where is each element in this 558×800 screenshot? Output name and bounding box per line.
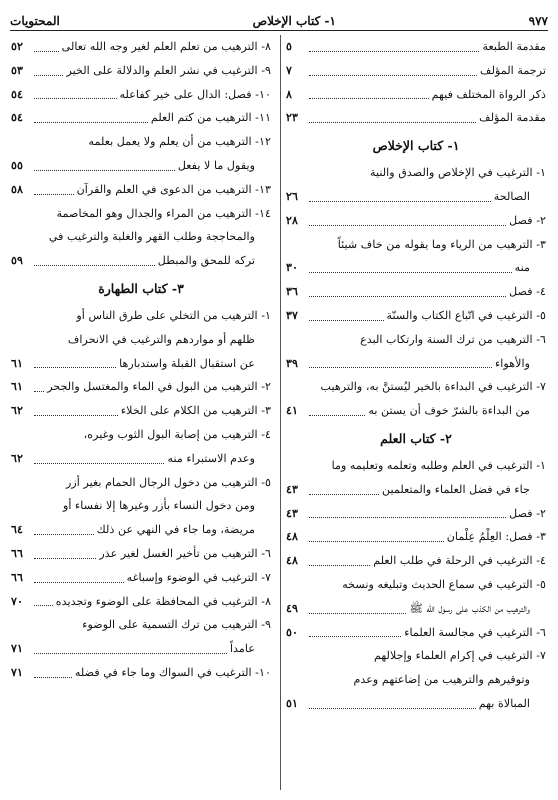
toc-entry [11,178,271,202]
dot-leader [309,708,476,709]
dot-leader [34,51,59,52]
entry-page-number: ٥١ [286,695,299,710]
entry-title: من البداءة بالشرّ خوف أن يستن به [368,404,530,418]
entry-title: ٣- فصل: العِلْمُ عِلْمان [446,530,546,544]
entry-page-number: ٤٨ [286,553,299,568]
toc-entry [11,304,271,375]
entry-page-number: ٦١ [11,355,24,370]
toc-entry [11,35,271,59]
entry-title: ٤- الترغيب في الرحلة في طلب العلم [373,554,546,568]
book3-entries [11,304,271,685]
dot-leader [34,677,72,678]
entry-title: منه [514,261,530,275]
toc-entry-line [11,375,271,399]
toc-entry-line [286,621,546,645]
entry-title: مقدمة المؤلف [479,111,546,125]
toc-entry-line [286,209,546,233]
entry-title: ٢- فصل [509,213,546,227]
entry-page-number: ٤٨ [286,529,299,544]
toc-entry [286,375,546,423]
toc-entry [286,573,546,621]
toc-entry-line [286,352,546,376]
entry-title-line: ١- الترغيب في الإخلاص والصدق والنية [370,166,546,180]
toc-entry [286,525,546,549]
entry-title-line: ٧- الترغيب في إكرام العلماء وإجلالهم [373,649,546,663]
dot-leader [309,51,479,52]
entry-page-number: ٣٠ [286,260,299,275]
toc-entry [11,542,271,566]
toc-entry-line [11,518,271,542]
dot-leader [34,582,124,583]
toc-entry-line [286,106,546,130]
toc-entry [286,502,546,526]
entry-page-number: ٦٤ [11,522,24,537]
toc-entry [11,399,271,423]
dot-leader [34,194,74,195]
entry-title-line: ٦- الترهيب من ترك السنة وارتكاب البدع [360,332,546,346]
entry-title: عن استقبال القبلة واستدبارها [119,356,255,370]
toc-entry [286,328,546,376]
front-matter-list [286,35,546,130]
toc-entry-line [11,399,271,423]
dot-leader [309,225,506,226]
toc-entry-line [286,525,546,549]
entry-title-line: ٥- الترغيب في سماع الحديث وتبليغه ونسخه [342,577,546,591]
entry-title-line: ٩- الترهيب من ترك التسمية على الوضوء [82,618,271,632]
toc-left-column [11,35,271,792]
entry-title-line: ١- الترهيب من التخلي على طرق الناس أو [76,308,271,322]
toc-entry-line [286,399,546,423]
toc-entry-line [11,566,271,590]
entry-title: ٤- فصل [509,285,546,299]
toc-entry [286,35,546,59]
dot-leader [34,558,96,559]
entry-page-number: ٥٥ [11,157,24,172]
entry-title: ٧- الترغيب في الوضوء وإسباغه [126,570,271,584]
entry-title: ١١- الترهيب من كتم العلم [150,111,271,125]
book2-entries [286,454,546,716]
toc-entry-line [11,35,271,59]
toc-entry-line [286,304,546,328]
dot-leader [34,653,227,654]
entry-title: وعدم الاستبراء منه [167,451,255,465]
entry-title: ويقول ما لا يفعل [177,158,255,172]
dot-leader [309,201,491,202]
toc-entry [11,566,271,590]
toc-entry [286,209,546,233]
entry-page-number: ٥٨ [11,181,24,196]
entry-title: ١٠- الترغيب في السواك وما جاء في فضله [74,665,271,679]
entry-title-line: ١- الترغيب في العلم وطلبه وتعلمه وتعليمه وما [331,458,546,472]
toc-entry [11,471,271,542]
entry-title: جاء في فضل العلماء والمتعلمين [382,482,530,496]
toc-entry [286,161,546,209]
dot-leader [309,296,506,297]
toc-entry-line [11,637,271,661]
toc-entry-line [11,352,271,376]
book-title: ٢- كتاب العلم [380,430,452,446]
toc-entry-line [11,661,271,685]
entry-title: ٣- الترهيب من الكلام على الخلاء [120,404,271,418]
dot-leader [34,605,53,606]
entry-title-line: ٤- الترهيب من إصابة البول الثوب وغيره، [83,427,271,441]
toc-entry [11,423,271,471]
entry-page-number: ٤٩ [286,600,299,615]
toc-entry-line [286,502,546,526]
entry-title: ٦- الترغيب في مجالسة العلماء [404,625,546,639]
entry-title: ٩- الترغيب في نشر العلم والدلالة على الخير [66,63,271,77]
entry-title: الصالحة [493,189,530,203]
entry-page-number: ٥ [286,39,293,53]
toc-entry-line [11,590,271,614]
toc-entry-line [286,59,546,83]
entry-page-number: ٦٢ [11,403,24,418]
entry-page-number: ٥٠ [286,624,299,639]
entry-page-number: ٥٤ [11,86,24,101]
toc-entry [286,106,546,130]
dot-leader [34,170,175,171]
entry-title-line: ظلهم أو مواردهم والترغيب في الانحراف [67,332,255,346]
toc-right-column [286,35,546,792]
entry-title: ٦- الترهيب من تأخير الغسل لغير عذر [99,546,271,560]
dot-leader [34,265,155,266]
entry-title-line: ١٤- الترهيب من المراء والجدال وهو المخاصمة [56,206,271,220]
toc-entry-line [11,447,271,471]
entry-page-number: ٧٠ [11,593,24,608]
entry-title-line: ٧- الترغيب في البداءة بالخير ليُستنَّ به، والترهيب [320,380,546,394]
book-title: ٣- كتاب الطهارة [98,280,184,296]
dot-leader [309,541,444,542]
page-number: ٩٧٧ [528,14,548,28]
toc-entry [286,644,546,715]
toc-entry-line [11,83,271,107]
toc-entry-line [11,178,271,202]
entry-page-number: ٥٤ [11,110,24,125]
entry-title: والترهيب من الكذب على رسول الله ﷺ [409,601,530,615]
entry-title-line: ومن دخول النساء بأزر وغيرها إلا نفساء أو [62,499,255,513]
entry-page-number: ٦١ [11,379,24,394]
dot-leader [309,122,476,123]
dot-leader [34,98,117,99]
entry-page-number: ٦٦ [11,545,24,560]
toc-entry [11,83,271,107]
dot-leader [309,98,429,99]
dot-leader [309,494,379,495]
entry-page-number: ٥٩ [11,253,24,268]
entry-title-line: ٥- الترهيب من دخول الرجال الحمام بغير أزر [66,475,271,489]
entry-page-number: ٨ [286,86,293,101]
dot-leader [34,75,63,76]
toc-entry-line [286,478,546,502]
entry-page-number: ٢٨ [286,212,299,227]
book1-entries [286,161,546,423]
entry-page-number: ٣٩ [286,355,299,370]
entry-page-number: ٢٦ [286,188,299,203]
entry-title-line: والمحاججة وطلب القهر والغلبة والترغيب في [48,230,255,244]
entry-title: ١٣- الترهيب من الدعوى في العلم والقرآن [76,182,271,196]
toc-entry [11,375,271,399]
book2-continued-entries [11,35,271,273]
toc-entry [286,280,546,304]
dot-leader [34,367,116,368]
dot-leader [309,272,512,273]
entry-title: ترجمة المؤلف [480,63,546,77]
entry-title: ٢- الترهيب من البول في الماء والمغتسل والجحر [47,380,271,394]
toc-entry-line [11,106,271,130]
toc-entry [11,106,271,130]
toc-entry-line [286,692,546,716]
dot-leader [309,367,492,368]
entry-page-number: ٦٢ [11,450,24,465]
dot-leader [34,534,94,535]
toc-entry [286,83,546,107]
toc-entry [286,59,546,83]
toc-entry-line [286,280,546,304]
toc-entry [11,130,271,178]
dot-leader [309,613,406,614]
toc-entry-line [11,59,271,83]
entry-title: ٥- الترغيب في اتّباع الكتاب والسنّة [386,308,546,322]
toc-entry [286,233,546,281]
toc-entry-line [286,256,546,280]
entry-title: ٨- الترغيب في المحافظة على الوضوء وتجديده [55,594,271,608]
entry-title: ٨- الترهيب من تعلم العلم لغير وجه الله تعالى [61,40,271,53]
dot-leader [309,565,370,566]
entry-title: عامداً [229,642,255,656]
toc-entry [11,590,271,614]
toc-entry-line [11,154,271,178]
chapter-title: ١- كتاب الإخلاص [252,14,336,28]
toc-entry-line [286,83,546,107]
entry-title-line: وتوقيرهم والترهيب من إضاعتهم وعدم [353,673,530,687]
toc-entry [11,202,271,273]
dot-leader [309,517,506,518]
toc-entry [11,613,271,661]
dot-leader [34,415,118,416]
entry-title: تركه للمحق والمبطل [157,254,255,268]
dot-leader [309,320,384,321]
entry-page-number: ٥٢ [11,39,24,53]
dot-leader [309,415,365,416]
dot-leader [34,463,164,464]
toc-entry-line [286,185,546,209]
dot-leader [309,75,477,76]
section-title: المحتويات [10,14,60,28]
entry-page-number: ٧١ [11,664,24,679]
toc-entry-line [11,542,271,566]
running-header [10,6,548,31]
entry-page-number: ٣٦ [286,284,299,299]
entry-title: ذكر الرواة المختلف فيهم [431,87,546,101]
dot-leader [34,391,44,392]
entry-page-number: ٥٣ [11,62,24,77]
toc-entry-line [11,249,271,273]
entry-page-number: ٢٣ [286,110,299,125]
dot-leader [34,122,148,123]
entry-title: ٢- فصل [509,506,546,520]
toc-entry-line [286,549,546,573]
entry-page-number: ٣٧ [286,307,299,322]
toc-entry-line [286,35,546,59]
toc-entry [286,304,546,328]
toc-entry [11,59,271,83]
entry-title-line: ١٢- الترهيب من أن يعلم ولا يعمل بعلمه [88,135,271,149]
entry-title: ١٠- فصل: الدال على خير كفاعله [119,87,271,101]
toc-entry [286,549,546,573]
toc-entry-line [286,597,546,621]
entry-title: المبالاة بهم [478,696,530,710]
toc-entry [286,621,546,645]
entry-page-number: ٤١ [286,403,299,418]
entry-title: مقدمة الطبعة [482,40,546,53]
book-title: ١- كتاب الإخلاص [372,138,460,154]
entry-title: والأهواء [495,356,530,370]
column-divider [280,35,281,790]
toc-entry [11,661,271,685]
dot-leader [309,636,401,637]
entry-title: مريضة، وما جاء في النهي عن ذلك [96,523,255,537]
entry-page-number: ٤٣ [286,505,299,520]
entry-page-number: ٧١ [11,641,24,656]
entry-page-number: ٦٦ [11,569,24,584]
toc-entry [286,454,546,502]
entry-page-number: ٤٣ [286,481,299,496]
entry-page-number: ٧ [286,62,293,77]
entry-title-line: ٣- الترهيب من الرياء وما يقوله من خاف شيئاً [337,237,546,251]
